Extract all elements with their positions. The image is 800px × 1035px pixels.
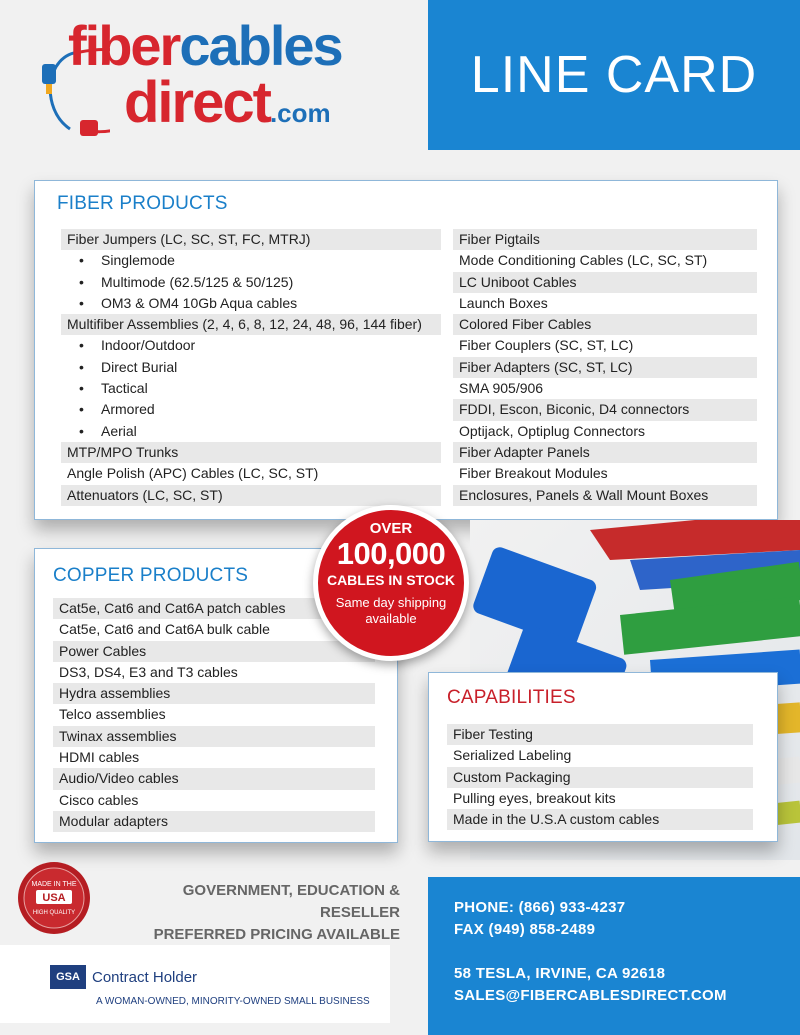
- stock-badge: [313, 505, 469, 661]
- list-item: • OM3 & OM4 10Gb Aqua cables: [61, 293, 441, 314]
- list-item: Fiber Jumpers (LC, SC, ST, FC, MTRJ): [61, 229, 441, 250]
- list-item: Fiber Testing: [447, 724, 753, 745]
- list-item: Attenuators (LC, SC, ST): [61, 485, 441, 506]
- list-item: Cisco cables: [59, 791, 139, 808]
- badge-shipping: Same day shipping: [335, 595, 447, 610]
- logo-wordmark-bottom: [124, 70, 331, 135]
- list-item: Fiber Breakout Modules: [459, 465, 608, 482]
- badge-cables: CABLES IN STOCK: [326, 572, 456, 588]
- logo-com: .com: [269, 98, 331, 128]
- badge-over: OVER: [369, 520, 413, 537]
- list-item: Multifiber Assemblies (2, 4, 6, 8, 12, 24, 48, 96, 144 fiber): [61, 314, 441, 335]
- address: 58 TESLA, IRVINE, CA 92618: [454, 965, 666, 982]
- list-item: • Multimode (62.5/125 & 50/125): [61, 272, 441, 293]
- government-pricing: [100, 880, 400, 946]
- business-tagline: A WOMAN-OWNED, MINORITY-OWNED SMALL BUSINESS: [96, 996, 370, 1007]
- logo-fiber: fiber: [68, 14, 180, 77]
- government-line-2: PREFERRED PRICING AVAILABLE: [153, 926, 400, 943]
- list-item: MTP/MPO Trunks: [61, 442, 441, 463]
- badge-available: available: [365, 611, 417, 626]
- gsa-logo: GSA: [50, 965, 86, 989]
- logo-direct: direct: [124, 70, 270, 135]
- list-item: Hydra assemblies: [53, 683, 375, 704]
- list-item: Made in the U.S.A custom cables: [447, 809, 753, 830]
- logo-wordmark-top: [68, 14, 342, 77]
- seal-text-mid: USA: [42, 892, 66, 904]
- email-link[interactable]: SALES@FIBERCABLESDIRECT.COM: [454, 987, 727, 1004]
- list-item: • Singlemode: [61, 250, 441, 271]
- list-item: Fiber Couplers (SC, ST, LC): [459, 337, 634, 354]
- list-item: HDMI cables: [59, 749, 140, 766]
- list-item: Audio/Video cables: [53, 768, 375, 789]
- list-item: Serialized Labeling: [453, 747, 572, 764]
- logo-cables: cables: [179, 14, 342, 77]
- list-item: Colored Fiber Cables: [453, 314, 757, 335]
- capabilities-list: [447, 724, 753, 830]
- phone[interactable]: PHONE: (866) 933-4237: [454, 899, 626, 916]
- fiber-products-card: [34, 180, 778, 520]
- page-title: LINE CARD: [470, 46, 758, 104]
- fiber-products-left-list: [61, 229, 441, 506]
- contact-box: [428, 877, 800, 1035]
- list-item: Fiber Adapter Panels: [453, 442, 757, 463]
- government-line-1: GOVERNMENT, EDUCATION & RESELLER: [182, 882, 400, 921]
- list-item: Launch Boxes: [459, 294, 548, 311]
- line-card-banner: [428, 0, 800, 150]
- gsa-box: [0, 945, 390, 1023]
- gsa-contract-holder: Contract Holder: [92, 969, 198, 986]
- list-item: Cat5e, Cat6 and Cat6A bulk cable: [59, 621, 270, 638]
- list-item: Modular adapters: [53, 811, 375, 832]
- fiber-products-title: FIBER PRODUCTS: [57, 193, 228, 214]
- list-item: Pulling eyes, breakout kits: [453, 789, 616, 806]
- badge-number: 100,000: [336, 536, 446, 571]
- list-item: Fiber Pigtails: [453, 229, 757, 250]
- list-item: FDDI, Escon, Biconic, D4 connectors: [453, 399, 757, 420]
- list-item: • Direct Burial: [61, 357, 441, 378]
- list-item: • Indoor/Outdoor: [61, 335, 441, 356]
- list-item: Optijack, Optiplug Connectors: [459, 422, 645, 439]
- list-item: • Tactical: [61, 378, 441, 399]
- fax: FAX (949) 858-2489: [454, 921, 596, 938]
- list-item: Mode Conditioning Cables (LC, SC, ST): [459, 252, 708, 269]
- list-item: SMA 905/906: [459, 380, 544, 397]
- copper-products-title: COPPER PRODUCTS: [53, 565, 249, 586]
- list-item: Twinax assemblies: [53, 726, 375, 747]
- list-item: LC Uniboot Cables: [453, 272, 757, 293]
- copper-products-list: [53, 598, 375, 832]
- list-item: Power Cables: [53, 641, 375, 662]
- list-item: • Aerial: [61, 421, 441, 442]
- seal-text-top: MADE IN THE: [31, 881, 77, 888]
- fiber-products-right-list: [453, 229, 757, 506]
- capabilities-card: [428, 672, 778, 842]
- list-item: DS3, DS4, E3 and T3 cables: [59, 663, 238, 680]
- list-item: Fiber Adapters (SC, ST, LC): [453, 357, 757, 378]
- list-item: Custom Packaging: [447, 767, 753, 788]
- company-logo[interactable]: [40, 14, 390, 144]
- list-item: • Armored: [61, 399, 441, 420]
- made-in-usa-seal-icon: [14, 858, 94, 938]
- list-item: Angle Polish (APC) Cables (LC, SC, ST): [67, 465, 319, 482]
- list-item: Telco assemblies: [59, 706, 166, 723]
- list-item: Enclosures, Panels & Wall Mount Boxes: [453, 485, 757, 506]
- list-item: Cat5e, Cat6 and Cat6A patch cables: [53, 598, 375, 619]
- capabilities-title: CAPABILITIES: [447, 687, 576, 708]
- seal-text-bottom: HIGH QUALITY: [32, 910, 76, 916]
